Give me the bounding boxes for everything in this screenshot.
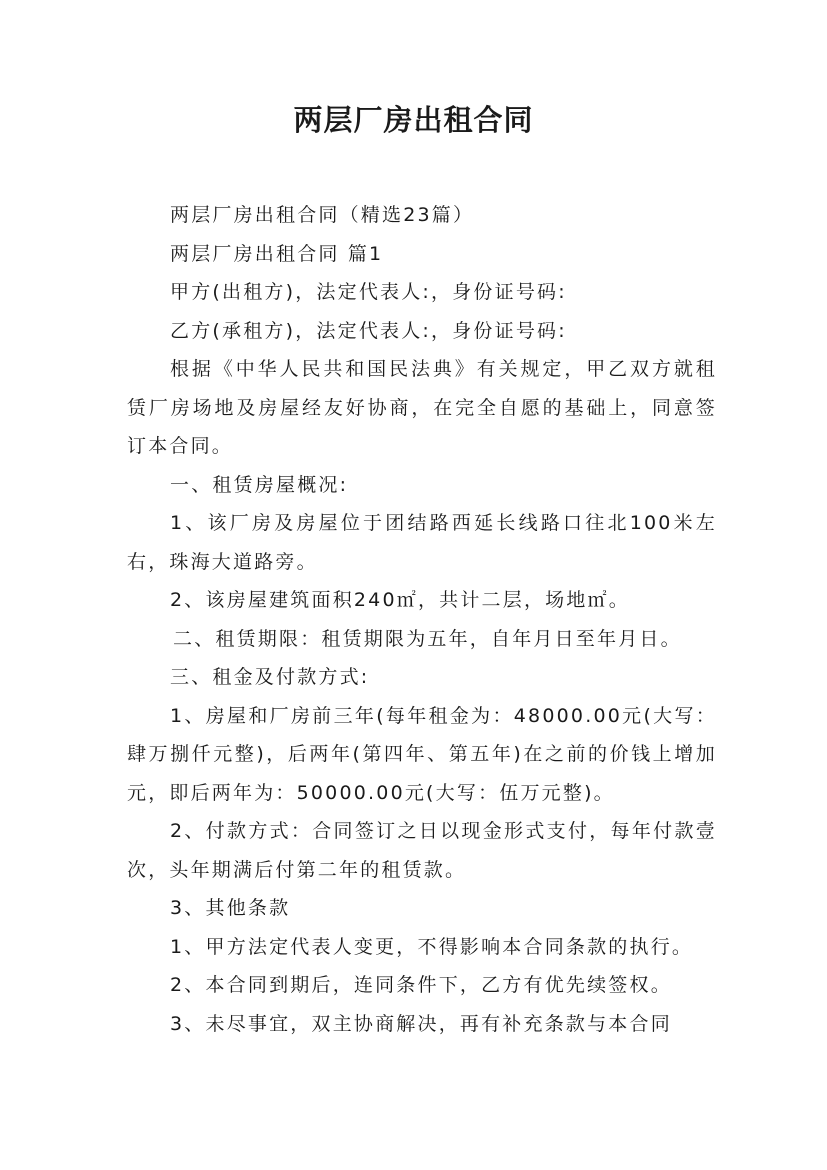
document-title: 两层厂房出租合同: [293, 103, 534, 137]
party-b-line: 乙方(承租方)，法定代表人:，身份证号码:: [170, 319, 567, 342]
clause-heading-2: 二、租赁期限：租赁期限为五年，自年月日至年月日。: [173, 627, 682, 650]
clause-item: 2、本合同到期后，连同条件下，乙方有优先续签权。: [170, 974, 672, 996]
clause-heading-other: 3、其他条款: [170, 897, 291, 919]
clause-heading-1: 一、租赁房屋概况:: [170, 473, 349, 496]
clause-item: 1、房屋和厂房前三年(每年租金为：48000.00元(大写：肆万捌仟元整)，后两年(第四年、第五年)在之前的价钱上增加元，即后两年为：50000.00元(大写：伍万元整)。: [127, 704, 717, 804]
clause-item: 1、甲方法定代表人变更，不得影响本合同条款的执行。: [170, 935, 694, 958]
party-a-line: 甲方(出租方)，法定代表人:，身份证号码:: [170, 281, 567, 303]
section-heading: 两层厂房出租合同 篇1: [170, 242, 384, 265]
clause-heading-3: 三、租金及付款方式:: [170, 666, 370, 688]
clause-item: 1、该厂房及房屋位于团结路西延长线路口往北100米左右，珠海大道路旁。: [127, 512, 717, 573]
document-body: [127, 196, 717, 1043]
clause-item: 3、未尽事宜，双主协商解决，再有补充条款与本合同: [170, 1012, 672, 1035]
clause-item: 2、付款方式：合同签订之日以现金形式支付，每年付款壹次，头年期满后付第二年的租赁款。: [127, 820, 717, 881]
document-subtitle: 两层厂房出租合同（精选23篇）: [170, 204, 475, 226]
clause-item: 2、该房屋建筑面积240㎡，共计二层，场地㎡。: [170, 589, 630, 611]
preamble-paragraph: 根据《中华人民共和国民法典》有关规定，甲乙双方就租赁厂房场地及房屋经友好协商，在完全自愿的基础上，同意签订本合同。: [127, 358, 717, 457]
